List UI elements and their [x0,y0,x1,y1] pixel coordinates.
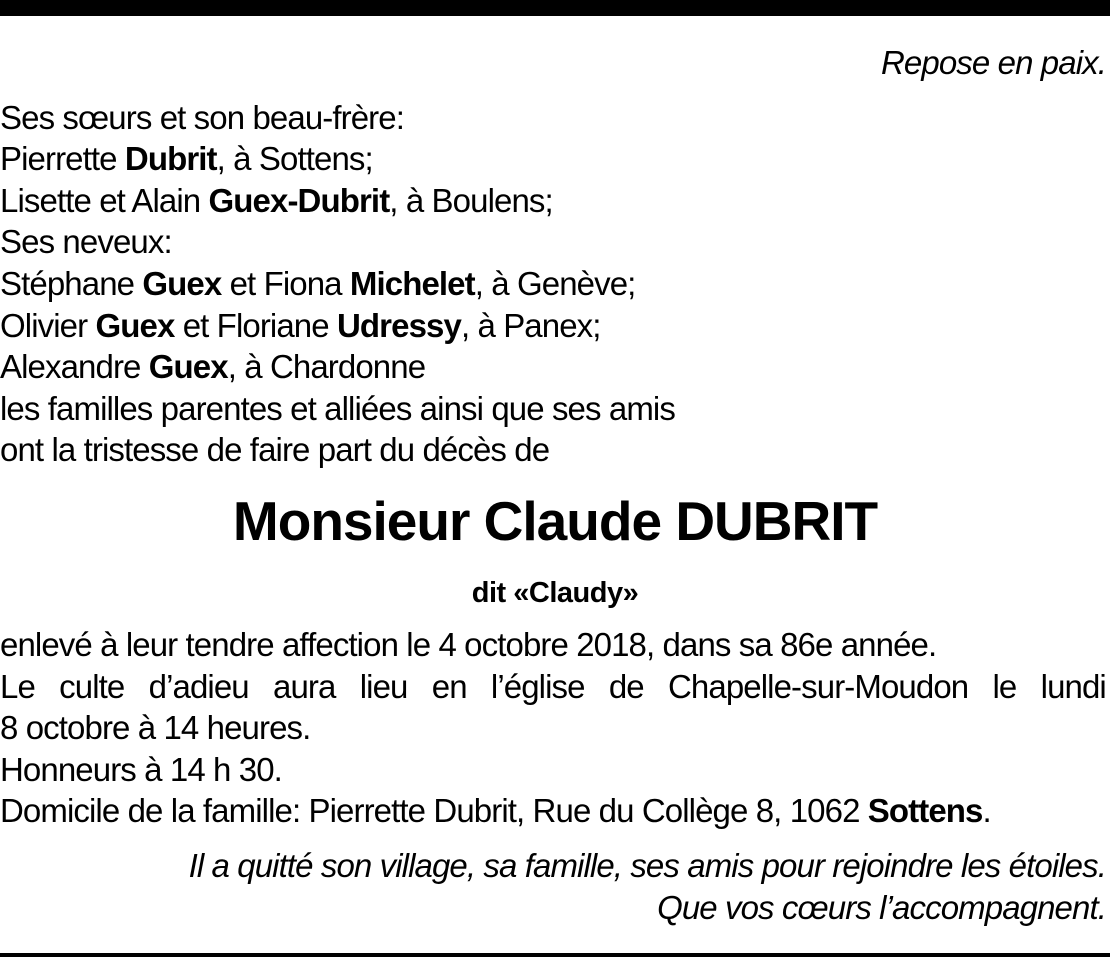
service-word: lieu [359,668,408,705]
service-word: le [992,668,1017,705]
text-fragment: Pierrette [0,140,125,177]
surname: Udressy [336,307,461,344]
deceased-name: Monsieur Claude DUBRIT [232,490,878,552]
service-word: Le [0,668,35,705]
surname: Dubrit [124,140,217,177]
text-fragment: . [982,792,991,829]
honours-line: Honneurs à 14 h 30. [0,751,282,788]
service-word: en [431,668,467,705]
family-line-olivier-floriane [0,306,601,346]
epigraph: Repose en paix. [881,44,1106,81]
service-word: aura [273,668,336,705]
service-word: culte [59,668,125,705]
deceased-nickname: dit «Claudy» [471,577,639,609]
text-fragment: , à Chardonne [227,348,426,385]
funeral-service-line [0,667,1106,707]
closing-quote-line-1: Il a quitté son village, sa famille, ses amis pour rejoindre les étoiles. [188,847,1106,884]
service-word: d’adieu [148,668,249,705]
text-fragment: , à Boulens; [389,182,553,219]
text-fragment: Olivier [0,307,96,344]
service-word: lundi [1040,668,1106,705]
surname: Guex [142,265,222,302]
funeral-service-time: 8 octobre à 14 heures. [0,709,311,746]
text-fragment: , à Genève; [474,265,636,302]
surname: Guex-Dubrit [208,182,390,219]
domicile-line [0,791,991,831]
family-line-alexandre [0,347,425,387]
service-word: de [608,668,644,705]
bottom-border-rule [0,953,1110,957]
nephews-intro: Ses neveux: [0,223,172,260]
service-word: l’église [490,668,585,705]
town: Sottens [867,792,983,829]
text-fragment: et Fiona [221,265,350,302]
top-border-rule [0,0,1110,16]
text-fragment: Alexandre [0,348,149,385]
death-details: enlevé à leur tendre affection le 4 octobre 2018, dans sa 86e année. [0,626,937,663]
text-fragment: Domicile de la famille: Pierrette Dubrit, Rue du Collège 8, 1062 [0,792,868,829]
service-word: Chapelle-sur-Moudon [668,668,969,705]
text-fragment: , à Panex; [460,307,601,344]
announcement-line: ont la tristesse de faire part du décès de [0,431,550,468]
family-intro: Ses sœurs et son beau-frère: [0,99,404,136]
text-fragment: Stéphane [0,265,143,302]
closing-quote-line-2: Que vos cœurs l’accompagnent. [657,889,1106,926]
surname: Michelet [349,265,475,302]
surname: Guex [95,307,175,344]
relatives-line: les familles parentes et alliées ainsi que ses amis [0,390,675,427]
text-fragment: , à Sottens; [216,140,373,177]
text-fragment: et Floriane [174,307,337,344]
family-line-lisette-alain [0,181,553,221]
family-line-pierrette [0,139,373,179]
surname: Guex [148,348,228,385]
family-line-stephane-fiona [0,264,635,304]
text-fragment: Lisette et Alain [0,182,209,219]
